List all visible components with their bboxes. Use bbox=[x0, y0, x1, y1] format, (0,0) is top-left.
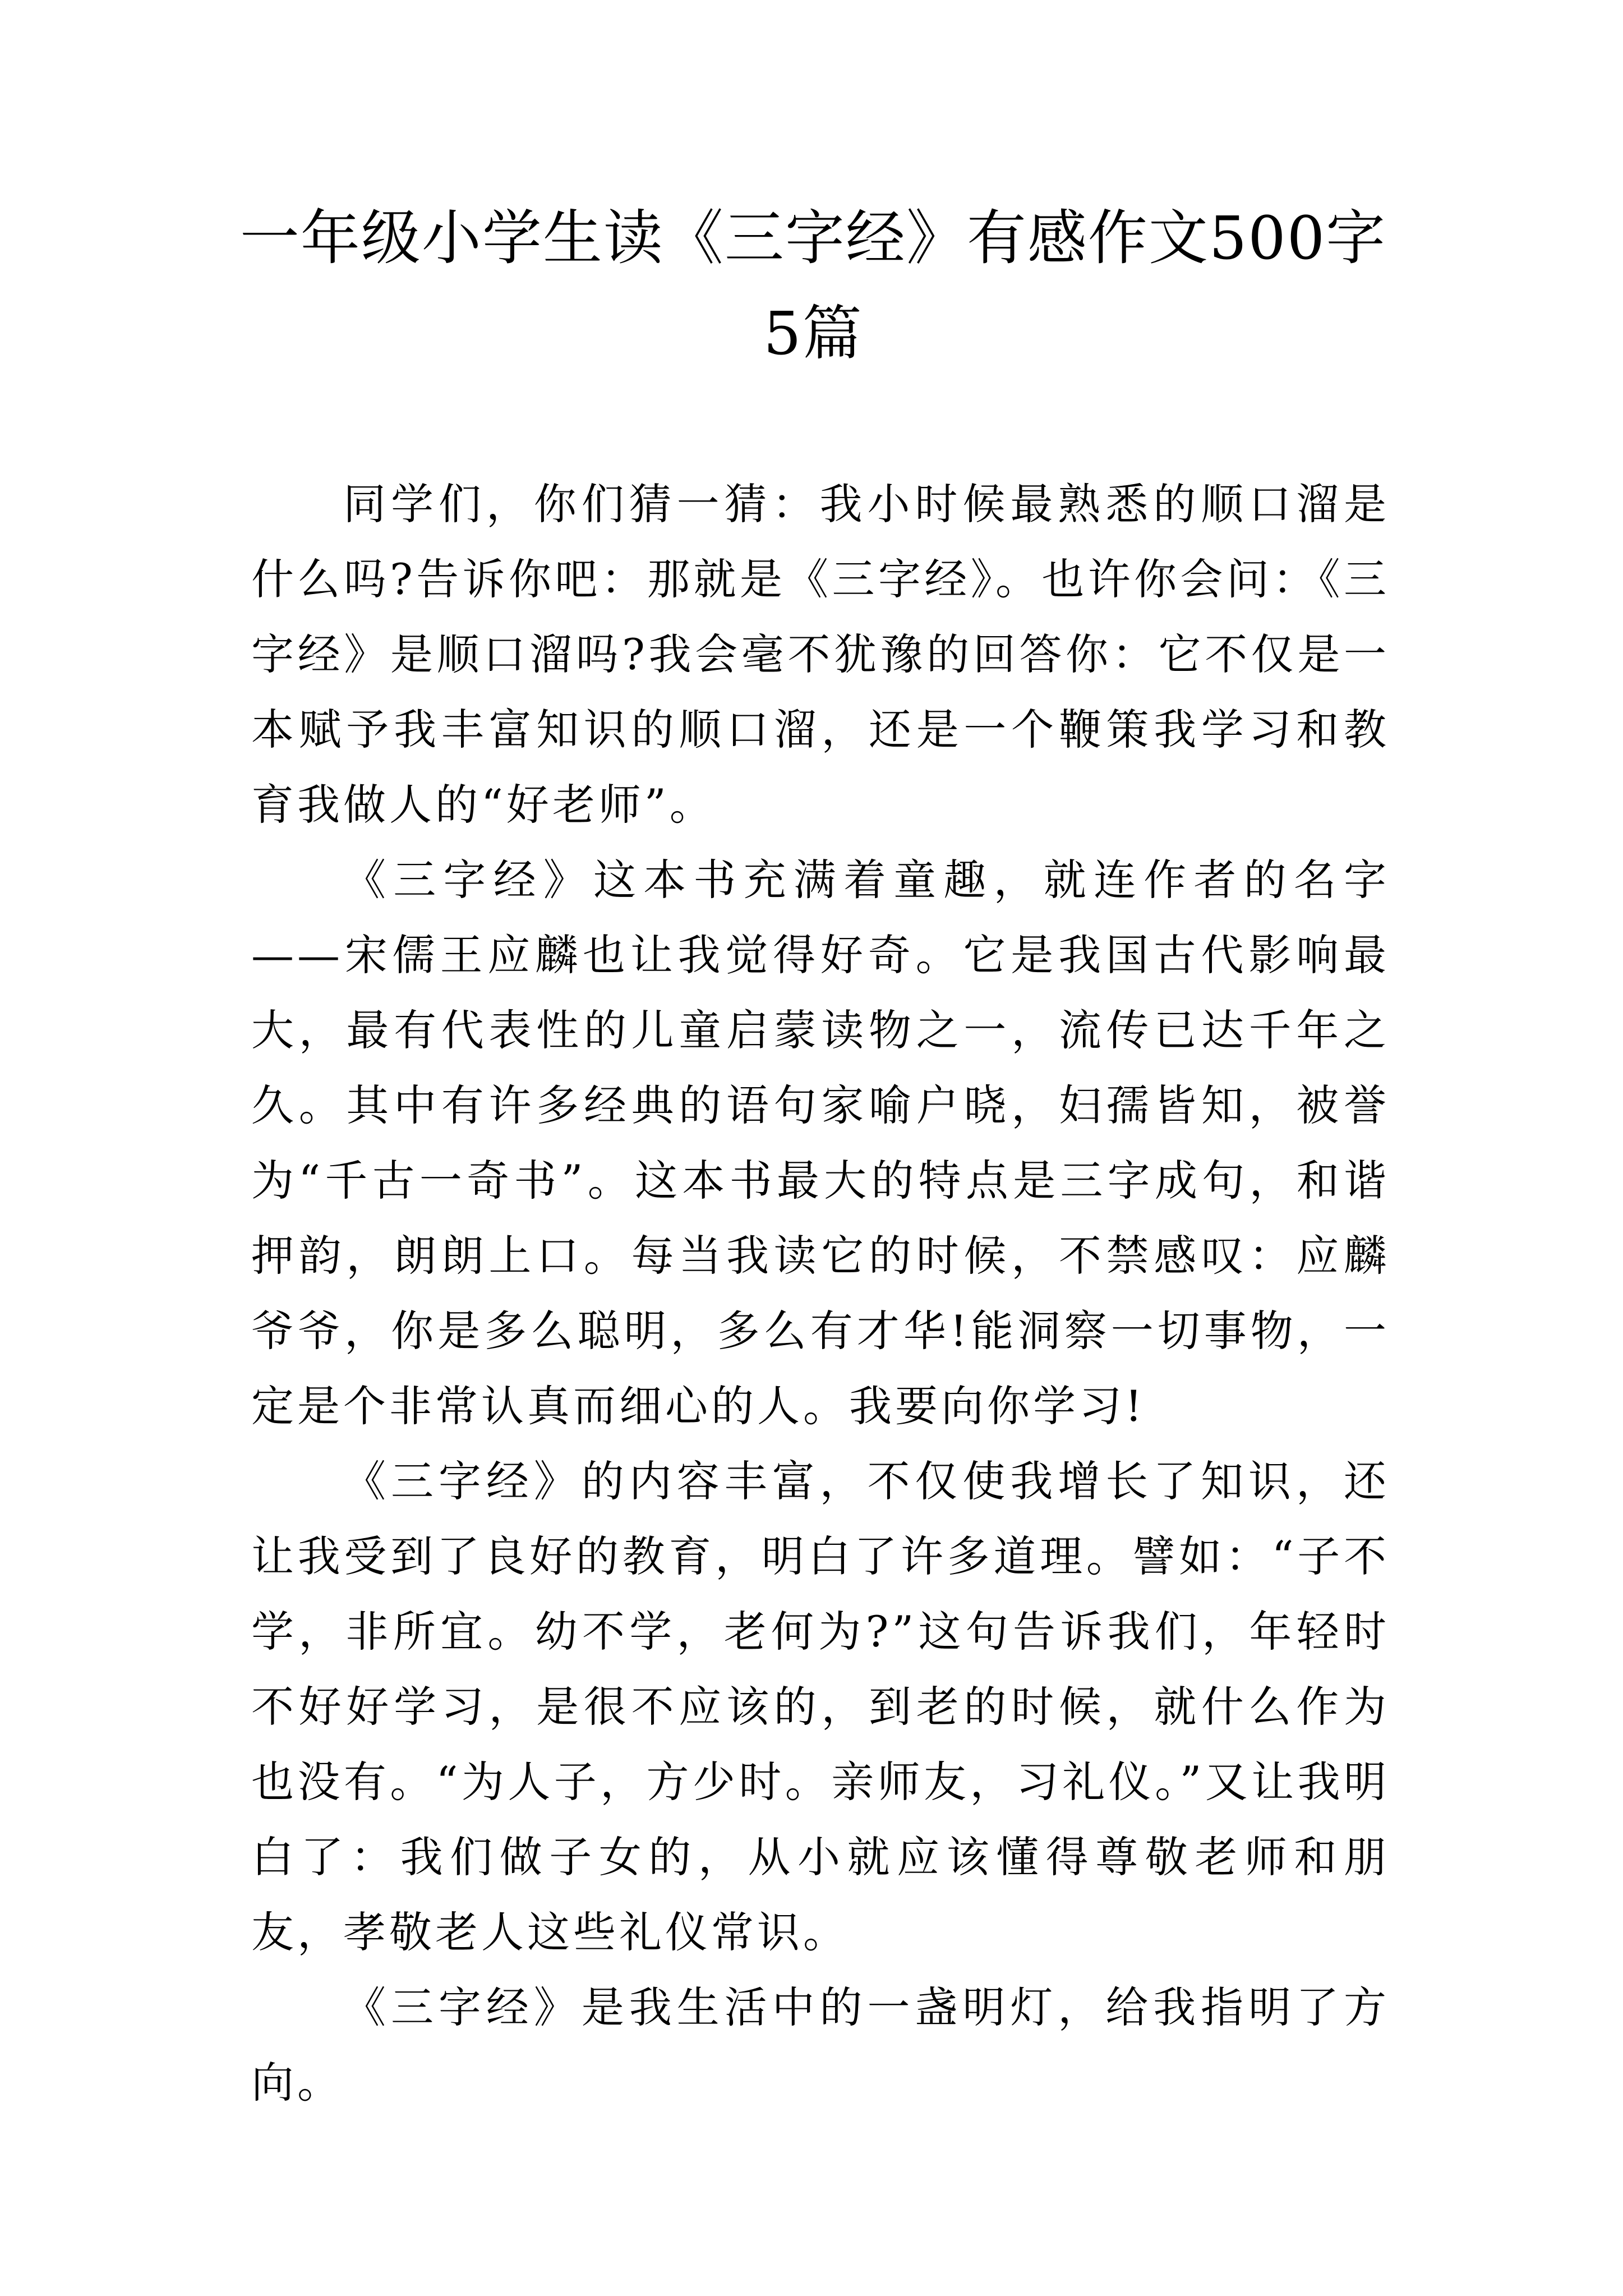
title-line-1: 一年级小学生读《三字经》有感作文500字 bbox=[239, 204, 1387, 273]
paragraph-4: 《三字经》是我生活中的一盏明灯，给我指明了方向。 bbox=[251, 1982, 1390, 2108]
document-title bbox=[213, 191, 1413, 381]
paragraph-3: 《三字经》的内容丰富，不仅使我增长了知识，还让我受到了良好的教育，明白了许多道理。譬如：“子不学，非所宜。幼不学，老何为?”这句告诉我们，年轻时不好好学习，是很不应该的，到老的时候，就什么作为也没有。“为人子，方少时。亲师友，习礼仪。”又让我明白了：我们做子女的，从小就应该懂得尊敬老师和朋友，孝敬老人这些礼仪常识。 bbox=[251, 1456, 1390, 1957]
paragraph-1: 同学们，你们猜一猜：我小时候最熟悉的顺口溜是什么吗?告诉你吧：那就是《三字经》。也许你会问：《三字经》是顺口溜吗?我会毫不犹豫的回答你：它不仅是一本赋予我丰富知识的顺口溜，还是一个鞭策我学习和教育我做人的“好老师”。 bbox=[251, 479, 1390, 830]
title-line-2: 5篇 bbox=[763, 299, 863, 368]
article-body bbox=[251, 467, 1390, 2120]
paragraph-2: 《三字经》这本书充满着童趣，就连作者的名字——宋儒王应麟也让我觉得好奇。它是我国古代影响最大，最有代表性的儿童启蒙读物之一，流传已达千年之久。其中有许多经典的语句家喻户晓，妇孺皆知，被誉为“千古一奇书”。这本书最大的特点是三字成句，和谐押韵，朗朗上口。每当我读它的时候，不禁感叹：应麟爷爷，你是多么聪明，多么有才华!能洞察一切事物，一定是个非常认真而细心的人。我要向你学习! bbox=[251, 855, 1390, 1431]
